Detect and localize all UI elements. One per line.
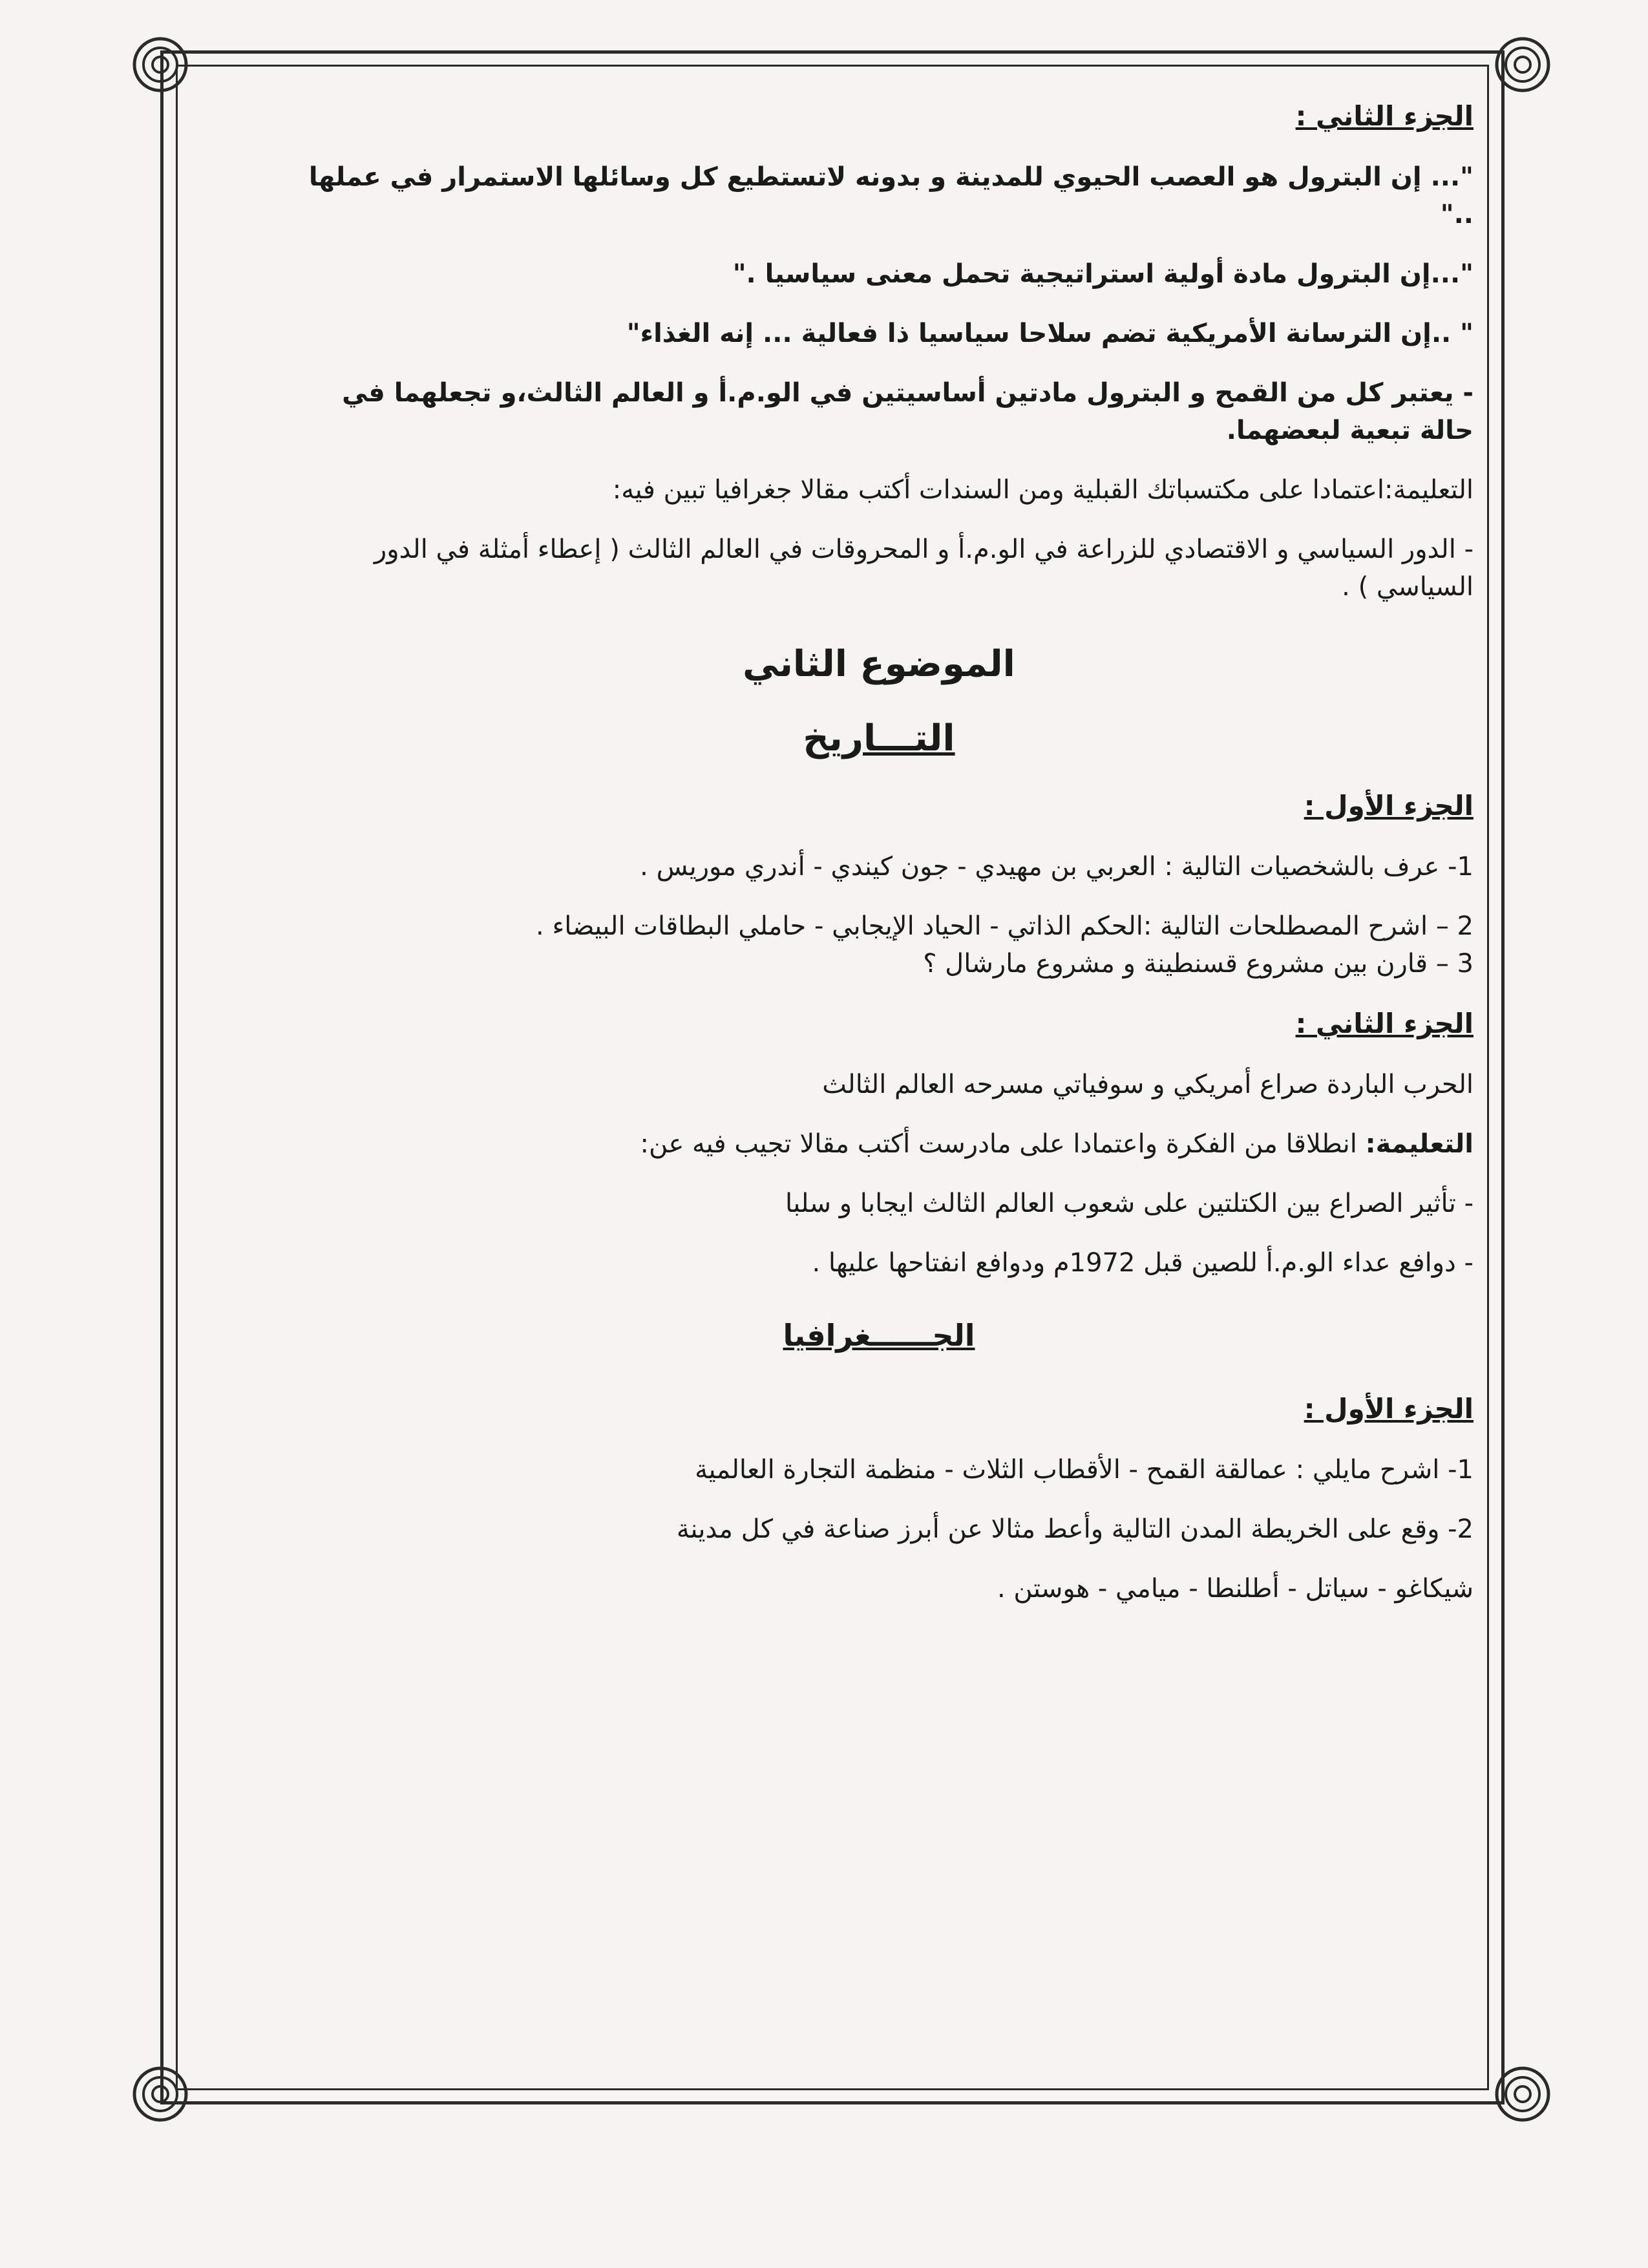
question: 2- وقع على الخريطة المدن التالية وأعط مثالا عن أبرز صناعة في كل مدينة	[676, 1514, 1474, 1544]
idea: الحرب الباردة صراع أمريكي و سوفياتي مسرحه العالم الثالث	[822, 1070, 1474, 1100]
corner-ornament-icon	[1484, 2055, 1561, 2133]
question: 1- اشرح مايلي : عمالقة القمح - الأقطاب الثلاث - منظمة التجارة العالمية	[695, 1454, 1474, 1485]
question: 2 – اشرح المصطلحات التالية :الحكم الذاتي - الحياد الإيجابي - حاملي البطاقات البيضاء .	[536, 911, 1474, 942]
part-heading: الجزء الثاني :	[1295, 1008, 1474, 1040]
instruction: التعليمة:اعتمادا على مكتسباتك القبلية ومن السندات أكتب مقالا جغرافيا تبين فيه:	[612, 474, 1474, 505]
corner-ornament-icon	[1484, 26, 1561, 103]
history-title: التـــاريخ	[803, 717, 955, 760]
part-heading: الجزء الأول :	[1304, 1392, 1474, 1425]
task: - دوافع عداء الو.م.أ للصين قبل 1972م ودوافع انفتاحها عليها .	[812, 1248, 1474, 1278]
instruction-text: انطلاقا من الفكرة واعتمادا على مادرست أكتب مقالا تجيب فيه عن:	[640, 1129, 1366, 1160]
geography-title: الجــــــغرافيا	[783, 1318, 975, 1353]
statement: - يعتبر كل من القمح و البترول مادتين أساسيتين في الو.م.أ و العالم الثالث،و تجعلهما في حالة تبعية لبعضهما.	[342, 377, 1474, 445]
question: 3 – قارن بين مشروع قسنطينة و مشروع مارشال ؟	[923, 949, 1474, 979]
question: 1- عرف بالشخصيات التالية : العربي بن مهيدي - جون كيندي - أندري موريس .	[640, 852, 1474, 882]
instruction	[284, 1125, 1474, 1163]
topic2-section	[284, 638, 1474, 1607]
task: - تأثير الصراع بين الكتلتين على شعوب العالم الثالث ايجابا و سلبا	[785, 1189, 1474, 1219]
part-heading: الجزء الأول :	[1304, 790, 1474, 822]
corner-ornament-icon	[121, 2055, 199, 2133]
task: - الدور السياسي و الاقتصادي للزراعة في الو.م.أ و المحروقات في العالم الثالث ( إعطاء أمثلة في الدور السياسي ) .	[374, 534, 1474, 602]
quote: " ..إن الترسانة الأمريكية تضم سلاحا سياسيا ذا فعالية ... إنه الغذاء"	[626, 318, 1474, 348]
geography-part2-section	[284, 97, 1474, 606]
quote: "... إن البترول هو العصب الحيوي للمدينة و بدونه لاتستطيع كل وسائلها الاستمرار في عملها .."	[308, 162, 1474, 229]
cities-list: شيكاغو - سياتل - أطلنطا - ميامي - هوستن .	[997, 1573, 1474, 1604]
quote: "...إن البترول مادة أولية استراتيجية تحمل معنى سياسيا ."	[732, 259, 1474, 289]
part-heading: الجزء الثاني :	[1295, 100, 1474, 132]
topic-title: الموضوع الثاني	[743, 642, 1015, 685]
corner-ornament-icon	[121, 26, 199, 103]
exam-content	[284, 97, 1474, 1607]
instruction-label: التعليمة:	[1365, 1129, 1474, 1160]
